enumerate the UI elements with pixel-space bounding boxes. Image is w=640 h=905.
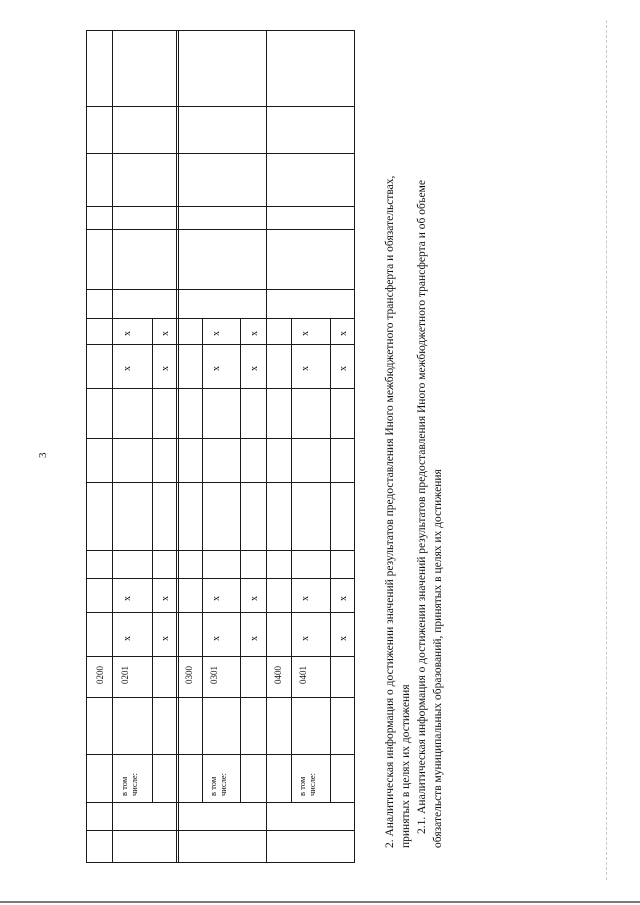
cell-mark: x [160, 636, 171, 641]
row-code-sub: 0201 [120, 666, 130, 684]
cell-mark: x [160, 331, 171, 336]
row-code-sub: 0301 [209, 666, 219, 684]
cell-mark: x [300, 331, 311, 336]
cell-mark: x [122, 636, 133, 641]
cell-mark: x [300, 636, 311, 641]
cell-mark: x [338, 636, 349, 641]
cell-mark: x [160, 596, 171, 601]
page-bottom-edge [0, 901, 640, 903]
cell-mark: x [122, 331, 133, 336]
cell-mark: x [211, 636, 222, 641]
cell-mark: x [122, 366, 133, 371]
cell-mark: x [160, 366, 171, 371]
subsection-heading: 2.1. Аналитическая информация о достижении значений результатов предоставления Иного межбюджетного трансферта и об объеме [416, 180, 428, 834]
row-label [208, 773, 228, 796]
row-label-text: в том числе: [119, 773, 139, 796]
cell-mark: x [300, 366, 311, 371]
cell-mark: x [249, 331, 260, 336]
row-label-text: в том числе: [297, 773, 317, 796]
cell-mark: x [249, 636, 260, 641]
scan-edge-line [606, 20, 607, 880]
cell-mark: x [211, 331, 222, 336]
subsection-heading-cont: обязательств муниципальных образований, принятых в целях их достижения [432, 469, 444, 848]
section-heading: 2. Аналитическая информация о достижении значений результатов предоставления Иного межбюджетного трансферта и обязательствах, [384, 175, 396, 848]
page-number: 3 [37, 452, 49, 458]
cell-mark: x [300, 596, 311, 601]
cell-mark: x [249, 366, 260, 371]
section-heading-cont: принятых в целях их достижения [400, 684, 412, 848]
cell-mark: x [211, 366, 222, 371]
cell-mark: x [338, 331, 349, 336]
row-label [119, 773, 139, 796]
cell-mark: x [338, 596, 349, 601]
cell-mark: x [122, 596, 133, 601]
cell-mark: x [338, 366, 349, 371]
cell-mark: x [211, 596, 222, 601]
row-code-main: 0300 [184, 666, 194, 684]
row-code-main: 0200 [95, 666, 105, 684]
row-code-main: 0400 [273, 666, 283, 684]
row-code-sub: 0401 [298, 666, 308, 684]
row-label-text: в том числе: [208, 773, 228, 796]
cell-mark: x [249, 596, 260, 601]
row-label [297, 773, 317, 796]
